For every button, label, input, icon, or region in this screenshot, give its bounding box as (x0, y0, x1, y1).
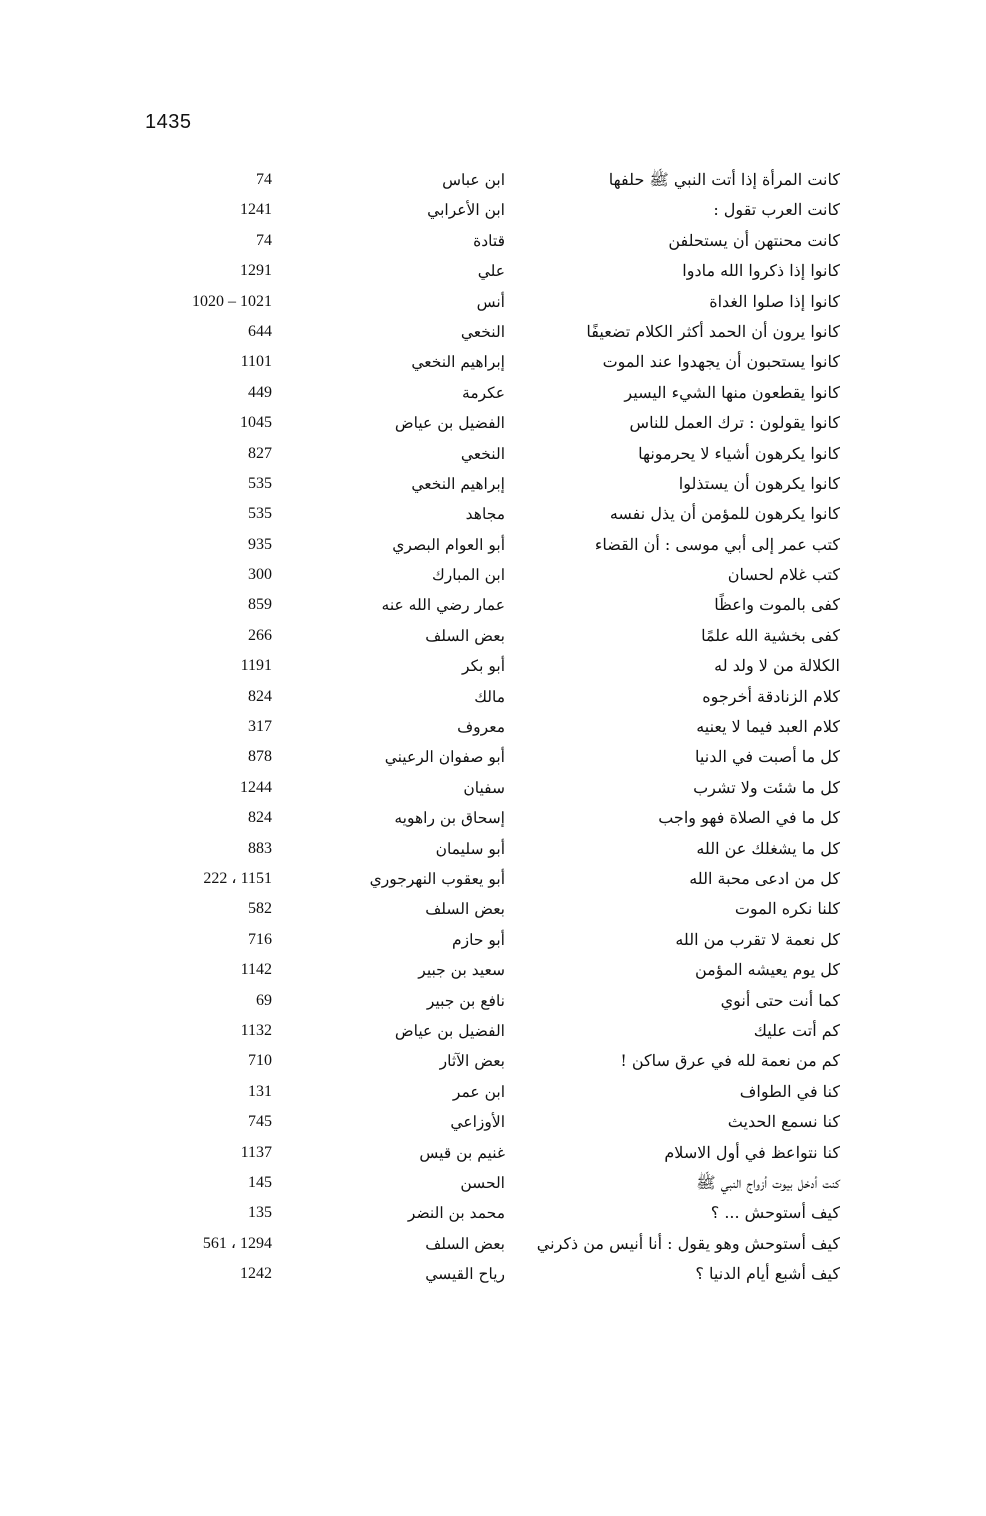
entry-narrator: الفضيل بن عياض (394, 414, 505, 433)
entry-narrator: الحسن (460, 1173, 505, 1192)
entry-text: كانوا يقطعون منها الشيء اليسير (624, 382, 840, 402)
entry-text: كيف أشبع أيام الدنيا ؟ (695, 1264, 840, 1284)
entry-page-refs: 582 (248, 900, 272, 918)
index-row (140, 195, 840, 225)
index-row (140, 560, 840, 590)
entry-text: كانوا يستحبون أن يجهدوا عند الموت (602, 352, 840, 372)
entry-page-refs: 935 (248, 535, 272, 553)
entry-text: كما أنت حتى أنوي (720, 990, 840, 1010)
index-row (140, 165, 840, 195)
entry-text: كنا نتواعظ في أول الاسلام (664, 1142, 840, 1162)
index-row (140, 955, 840, 985)
entry-text: كانوا يقولون : ترك العمل للناس (629, 413, 840, 433)
entry-page-refs: 535 (248, 505, 272, 523)
index-row (140, 834, 840, 864)
entry-text: كلنا نكره الموت (734, 899, 840, 919)
index-row (140, 226, 840, 256)
entry-text: كانوا يرون أن الحمد أكثر الكلام تضعيفًا (586, 321, 840, 341)
entry-narrator: غنيم بن قيس (419, 1143, 505, 1162)
entry-page-refs: 745 (248, 1113, 272, 1131)
entry-page-refs: 1291 (240, 262, 272, 280)
entry-text: كفى بخشية الله علمًا (701, 625, 840, 645)
entry-text: كيف أستوحش ... ؟ (710, 1203, 840, 1223)
entry-text: كل ما أصبت في الدنيا (695, 747, 840, 767)
entry-page-refs: 883 (248, 839, 272, 857)
entry-narrator: أبو بكر (462, 657, 505, 676)
index-row (140, 590, 840, 620)
entry-text: كانوا يكرهون أن يستذلوا (678, 473, 840, 493)
entry-page-refs: 74 (256, 231, 272, 249)
index-row (140, 287, 840, 317)
entry-page-refs: 131 (248, 1082, 272, 1100)
entry-narrator: مالك (474, 687, 505, 706)
entry-text: كنا في الطواف (739, 1081, 840, 1101)
entry-text: الكلالة من لا ولد له (714, 656, 840, 676)
entry-narrator: مجاهد (465, 505, 505, 524)
index-row (140, 925, 840, 955)
entry-text: كنا نسمع الحديث (727, 1112, 840, 1132)
index-row (140, 469, 840, 499)
index-row (140, 317, 840, 347)
entry-page-refs: 827 (248, 444, 272, 462)
index-row (140, 439, 840, 469)
entry-narrator: عمار رضي الله عنه (381, 596, 505, 615)
entry-page-refs: 449 (248, 383, 272, 401)
index-row (140, 986, 840, 1016)
entry-narrator: إبراهيم النخعي (411, 353, 505, 372)
entry-page-refs: 859 (248, 596, 272, 614)
index-row (140, 712, 840, 742)
entry-narrator: أبو سليمان (435, 839, 505, 858)
index-row (140, 894, 840, 924)
entry-page-refs: 644 (248, 322, 272, 340)
entry-narrator: سفيان (463, 778, 505, 797)
entry-narrator: النخعي (460, 322, 505, 341)
entry-narrator: بعض السلف (425, 626, 505, 645)
entry-narrator: ابن الأعرابي (427, 201, 505, 220)
entry-page-refs: 266 (248, 626, 272, 644)
entry-narrator: بعض السلف (425, 1234, 505, 1253)
entry-narrator: أنس (476, 292, 505, 311)
entry-narrator: قتادة (473, 231, 505, 250)
entry-text: كل ما يشغلك عن الله (696, 838, 840, 858)
entry-narrator: بعض السلف (425, 900, 505, 919)
entry-text: كم من نعمة لله في عرق ساكن ! (620, 1051, 840, 1071)
entry-narrator: أبو يعقوب النهرجوري (369, 869, 505, 888)
entry-page-refs: 561 ، 1294 (202, 1234, 272, 1252)
index-row (140, 530, 840, 560)
index-row (140, 1168, 840, 1198)
entry-text: كتب غلام لحسان (727, 565, 840, 585)
entry-text: كلام العبد فيما لا يعنيه (696, 717, 840, 737)
entry-page-refs: 1191 (240, 657, 272, 675)
entry-narrator: الفضيل بن عياض (394, 1021, 505, 1040)
entry-page-refs: 1045 (240, 414, 272, 432)
entry-page-refs: 824 (248, 809, 272, 827)
page-number: 1435 (145, 111, 192, 133)
entry-text: كنت أدخل بيوت أزواج النبي ﷺ (696, 1172, 840, 1192)
entry-page-refs: 710 (248, 1052, 272, 1070)
index-table (140, 165, 840, 1289)
entry-page-refs: 1242 (240, 1265, 272, 1283)
entry-text: كانت المرأة إذا أتت النبي ﷺ حلفها (608, 170, 840, 189)
entry-text: كل نعمة لا تقرب من الله (675, 929, 840, 949)
entry-narrator: إبراهيم النخعي (411, 474, 505, 493)
index-row (140, 1259, 840, 1289)
entry-page-refs: 535 (248, 474, 272, 492)
entry-text: كانوا يكرهون أشياء لا يحرمونها (638, 443, 840, 463)
entry-text: كانوا إذا صلوا الغداة (709, 291, 840, 311)
entry-text: كتب عمر إلى أبي موسى : أن القضاء (594, 534, 840, 554)
entry-page-refs: 824 (248, 687, 272, 705)
entry-text: كانوا يكرهون للمؤمن أن يذل نفسه (609, 504, 840, 524)
entry-text: كانت العرب تقول : (713, 200, 840, 220)
entry-page-refs: 74 (256, 171, 272, 188)
entry-text: كل من ادعى محبة الله (689, 868, 840, 888)
entry-text: كفى بالموت واعظًا (714, 595, 840, 615)
entry-text: كل ما شئت ولا تشرب (693, 777, 840, 797)
entry-text: كل يوم يعيشه المؤمن (694, 960, 840, 980)
entry-page-refs: 317 (248, 718, 272, 736)
index-row (140, 1077, 840, 1107)
entry-text: كل ما في الصلاة فهو واجب (658, 808, 840, 828)
entry-narrator: نافع بن جبير (426, 991, 505, 1010)
entry-narrator: ابن عمر (452, 1082, 505, 1101)
entry-page-refs: 222 ، 1151 (203, 869, 272, 887)
entry-narrator: ابن المبارك (432, 566, 505, 585)
index-row (140, 742, 840, 772)
entry-narrator: معروف (457, 718, 505, 737)
entry-text: كلام الزنادقة أخرجوه (702, 686, 840, 706)
index-row (140, 256, 840, 286)
index-row (140, 1138, 840, 1168)
entry-page-refs: 300 (248, 566, 272, 584)
index-row (140, 1016, 840, 1046)
index-row (140, 1046, 840, 1076)
entry-narrator: رياح القيسي (425, 1265, 505, 1284)
entry-narrator: ابن عباس (442, 171, 505, 189)
index-row (140, 682, 840, 712)
entry-narrator: أبو حازم (452, 930, 505, 949)
index-row (140, 803, 840, 833)
index-row (140, 621, 840, 651)
entry-narrator: النخعي (460, 444, 505, 463)
index-row (140, 1229, 840, 1259)
entry-page-refs: 1244 (240, 778, 272, 796)
index-row (140, 651, 840, 681)
entry-page-refs: 878 (248, 748, 272, 766)
entry-narrator: عكرمة (462, 383, 505, 402)
entry-page-refs: 1241 (240, 201, 272, 219)
entry-page-refs: 1020 – 1021 (192, 292, 272, 310)
index-row (140, 499, 840, 529)
index-row (140, 773, 840, 803)
entry-text: كم أتت عليك (753, 1020, 840, 1040)
entry-narrator: سعيد بن جبير (418, 961, 505, 980)
index-row (140, 1107, 840, 1137)
entry-narrator: محمد بن النضر (407, 1204, 505, 1223)
entry-page-refs: 1132 (240, 1021, 272, 1039)
index-row (140, 408, 840, 438)
entry-narrator: أبو العوام البصري (392, 535, 505, 554)
entry-page-refs: 716 (248, 930, 272, 948)
entry-page-refs: 1101 (240, 353, 272, 371)
entry-text: كيف أستوحش وهو يقول : أنا أنيس من ذكرني (536, 1233, 840, 1253)
index-row (140, 378, 840, 408)
entry-text: كانت محنتهن أن يستحلفن (668, 230, 840, 250)
index-row (140, 347, 840, 377)
index-row (140, 864, 840, 894)
entry-narrator: إسحاق بن راهويه (394, 809, 505, 828)
entry-narrator: علي (477, 262, 505, 281)
entry-page-refs: 135 (248, 1204, 272, 1222)
entry-page-refs: 69 (256, 991, 272, 1009)
entry-text: كانوا إذا ذكروا الله مادوا (682, 261, 840, 281)
entry-page-refs: 1142 (240, 961, 272, 979)
entry-narrator: الأوزاعي (450, 1113, 505, 1132)
entry-page-refs: 1137 (240, 1143, 272, 1161)
entry-page-refs: 145 (248, 1173, 272, 1191)
index-row (140, 1198, 840, 1228)
entry-narrator: بعض الآثار (439, 1052, 505, 1071)
entry-narrator: أبو صفوان الرعيني (384, 748, 505, 767)
